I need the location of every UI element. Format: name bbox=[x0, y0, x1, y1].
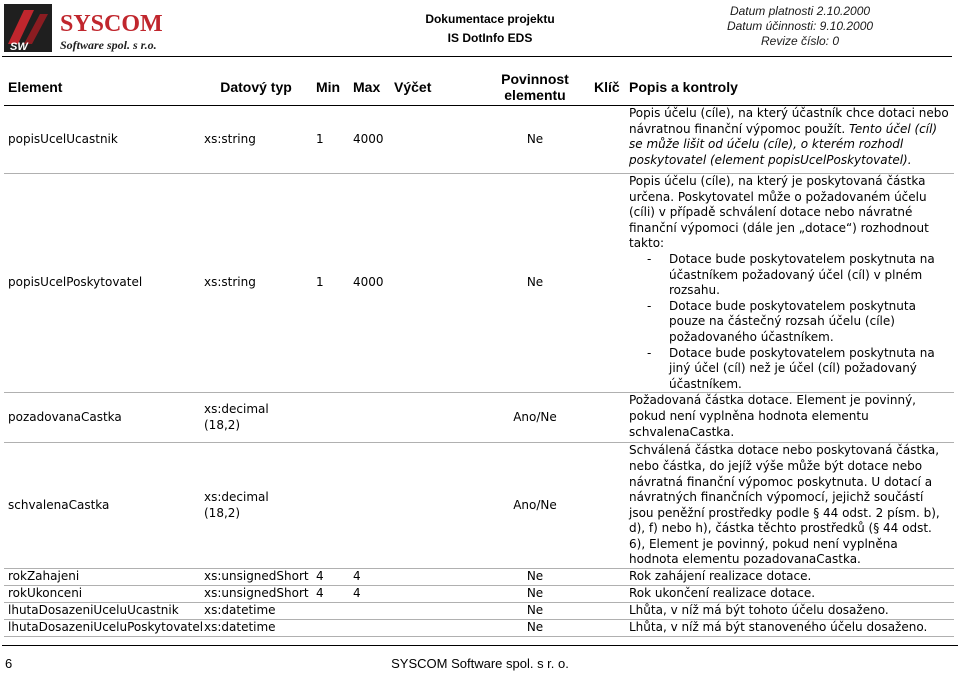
cell-key bbox=[590, 106, 625, 174]
col-header-desc: Popis a kontroly bbox=[625, 69, 954, 106]
list-item bbox=[647, 252, 950, 299]
cell-type: xs:string bbox=[200, 106, 312, 174]
cell-min: 1 bbox=[312, 106, 349, 174]
cell-element: popisUcelPoskytovatel bbox=[4, 174, 200, 393]
logo-subline: Software spol. s r.o. bbox=[60, 38, 157, 52]
cell-type-line2: (18,2) bbox=[204, 417, 241, 432]
footer-company: SYSCOM Software spol. s r. o. bbox=[391, 656, 569, 671]
cell-enum bbox=[390, 569, 480, 586]
table-row bbox=[4, 620, 954, 637]
table-row bbox=[4, 603, 954, 620]
company-logo bbox=[4, 4, 190, 52]
footer-rule bbox=[2, 645, 958, 646]
cell-description: Lhůta, v níž má být tohoto účelu dosaženo. bbox=[625, 603, 954, 620]
cell-type bbox=[200, 443, 312, 569]
list-item-text: Dotace bude poskytovatelem poskytnuta na účastníkem požadovaný účel (cíl) v plném rozsahu. bbox=[669, 251, 935, 298]
description-text: Popis účelu (cíle), na který účastník chce dotaci nebo návratnou finanční výpomoc použít. bbox=[629, 106, 949, 136]
col-header-element: Element bbox=[4, 69, 200, 106]
table-row bbox=[4, 569, 954, 586]
cell-element: rokUkonceni bbox=[4, 586, 200, 603]
cell-enum bbox=[390, 393, 480, 443]
list-dash: - bbox=[647, 251, 652, 266]
list-dash: - bbox=[647, 345, 652, 360]
cell-mandatory: Ne bbox=[480, 620, 590, 637]
page-number: 6 bbox=[5, 656, 13, 671]
cell-min: 4 bbox=[312, 586, 349, 603]
cell-max bbox=[349, 393, 390, 443]
cell-description: Rok ukončení realizace dotace. bbox=[625, 586, 954, 603]
revision-number: Revize číslo: 0 bbox=[760, 34, 840, 48]
cell-max: 4000 bbox=[349, 106, 390, 174]
col-header-key: Klíč bbox=[590, 69, 625, 106]
cell-type-line2: (18,2) bbox=[204, 505, 241, 520]
document-title bbox=[390, 10, 590, 48]
document-title-line1: Dokumentace projektu bbox=[425, 12, 555, 26]
cell-type: xs:unsignedShort bbox=[200, 586, 312, 603]
col-header-mandatory bbox=[480, 69, 590, 106]
document-title-line2: IS DotInfo EDS bbox=[447, 31, 533, 45]
cell-description: Rok zahájení realizace dotace. bbox=[625, 569, 954, 586]
list-item bbox=[647, 346, 950, 393]
cell-key bbox=[590, 174, 625, 393]
cell-mandatory: Ne bbox=[480, 174, 590, 393]
effect-date: Datum účinnosti: 9.10.2000 bbox=[726, 19, 874, 33]
cell-type: xs:unsignedShort bbox=[200, 569, 312, 586]
cell-min: 4 bbox=[312, 569, 349, 586]
cell-element: lhutaDosazeniUceluUcastnik bbox=[4, 603, 200, 620]
cell-element: lhutaDosazeniUceluPoskytovatel bbox=[4, 620, 200, 637]
cell-description: Požadovaná částka dotace. Element je povinný, pokud není vyplněna hodnota elementu schvalenaCastka. bbox=[625, 393, 954, 443]
cell-min bbox=[312, 393, 349, 443]
table-row bbox=[4, 106, 954, 174]
cell-min bbox=[312, 603, 349, 620]
col-header-mandatory-line1: Povinnost bbox=[501, 71, 569, 87]
list-item-text: Dotace bude poskytovatelem poskytnuta pouze na částečný rozsah účelu (cíle) požadovaného účastníkem. bbox=[669, 298, 916, 344]
cell-mandatory: Ne bbox=[480, 569, 590, 586]
cell-element: pozadovanaCastka bbox=[4, 393, 200, 443]
cell-max bbox=[349, 603, 390, 620]
table-row bbox=[4, 174, 954, 393]
cell-description bbox=[625, 106, 954, 174]
cell-min bbox=[312, 443, 349, 569]
cell-key bbox=[590, 393, 625, 443]
cell-description bbox=[625, 174, 954, 393]
cell-type: xs:datetime bbox=[200, 603, 312, 620]
page-header bbox=[0, 0, 960, 56]
description-italic-note: Tento účel (cíl) se může lišit od účelu (cíle), o kterém rozhodl poskytovatel (element popisUcelPoskytovatel). bbox=[629, 121, 938, 167]
cell-key bbox=[590, 620, 625, 637]
header-rule bbox=[2, 56, 952, 57]
cell-min bbox=[312, 620, 349, 637]
elements-table bbox=[4, 69, 954, 637]
table-row bbox=[4, 443, 954, 569]
cell-description: Schválená částka dotace nebo poskytovaná částka, nebo částka, do jejíž výše může být dotace nebo návratná finanční výpomoc poskytnuta. U dotací a návratných finančních výpomocí, jejichž součástí jsou peněžní prostředky podle § 44 odst. 2 písm. b), d), f) nebo h), částka těchto prostředků (§ 44 odst. 6), Element je povinný, pokud není vyplněna hodnota elementu pozadovanaCastka. bbox=[625, 443, 954, 569]
valid-date: Datum platnosti 2.10.2000 bbox=[729, 4, 871, 18]
cell-max: 4000 bbox=[349, 174, 390, 393]
cell-type: xs:datetime bbox=[200, 620, 312, 637]
cell-key bbox=[590, 569, 625, 586]
cell-enum bbox=[390, 174, 480, 393]
cell-max: 4 bbox=[349, 569, 390, 586]
cell-enum bbox=[390, 106, 480, 174]
cell-element: schvalenaCastka bbox=[4, 443, 200, 569]
col-header-max: Max bbox=[349, 69, 390, 106]
col-header-enum: Výčet bbox=[390, 69, 480, 106]
list-item bbox=[647, 299, 950, 346]
col-header-min: Min bbox=[312, 69, 349, 106]
cell-enum bbox=[390, 443, 480, 569]
cell-max: 4 bbox=[349, 586, 390, 603]
cell-element: rokZahajeni bbox=[4, 569, 200, 586]
cell-enum bbox=[390, 620, 480, 637]
table-header-row bbox=[4, 69, 954, 106]
cell-enum bbox=[390, 603, 480, 620]
cell-type-line1: xs:decimal bbox=[204, 490, 269, 505]
cell-type: xs:string bbox=[200, 174, 312, 393]
list-dash: - bbox=[647, 298, 652, 313]
cell-element: popisUcelUcastnik bbox=[4, 106, 200, 174]
cell-max bbox=[349, 620, 390, 637]
cell-max bbox=[349, 443, 390, 569]
cell-mandatory: Ano/Ne bbox=[480, 393, 590, 443]
description-intro: Popis účelu (cíle), na který je poskytovaná částka určena. Poskytovatel může o požadovaném účelu (cíli) v případě schválení dotace nebo návratné finanční výpomoci (dále jen „dotace“) rozhodnout takto: bbox=[629, 174, 929, 251]
cell-mandatory: Ne bbox=[480, 586, 590, 603]
cell-mandatory: Ano/Ne bbox=[480, 443, 590, 569]
table-row bbox=[4, 393, 954, 443]
cell-min: 1 bbox=[312, 174, 349, 393]
cell-description: Lhůta, v níž má být stanoveného účelu dosaženo. bbox=[625, 620, 954, 637]
logo-wordmark: SYSCOM bbox=[60, 11, 163, 37]
description-list bbox=[629, 252, 950, 392]
cell-enum bbox=[390, 586, 480, 603]
logo-badge-text: SW bbox=[10, 41, 28, 52]
col-header-type: Datový typ bbox=[200, 69, 312, 106]
list-item-text: Dotace bude poskytovatelem poskytnuta na jiný účel (cíl) než je účel (cíl) požadovaný účastníkem. bbox=[669, 345, 935, 391]
cell-mandatory: Ne bbox=[480, 603, 590, 620]
cell-key bbox=[590, 443, 625, 569]
col-header-mandatory-line2: elementu bbox=[504, 87, 566, 103]
cell-key bbox=[590, 603, 625, 620]
document-dates bbox=[690, 4, 910, 49]
cell-type-line1: xs:decimal bbox=[204, 402, 269, 417]
cell-key bbox=[590, 586, 625, 603]
table-row bbox=[4, 586, 954, 603]
cell-mandatory: Ne bbox=[480, 106, 590, 174]
cell-type bbox=[200, 393, 312, 443]
